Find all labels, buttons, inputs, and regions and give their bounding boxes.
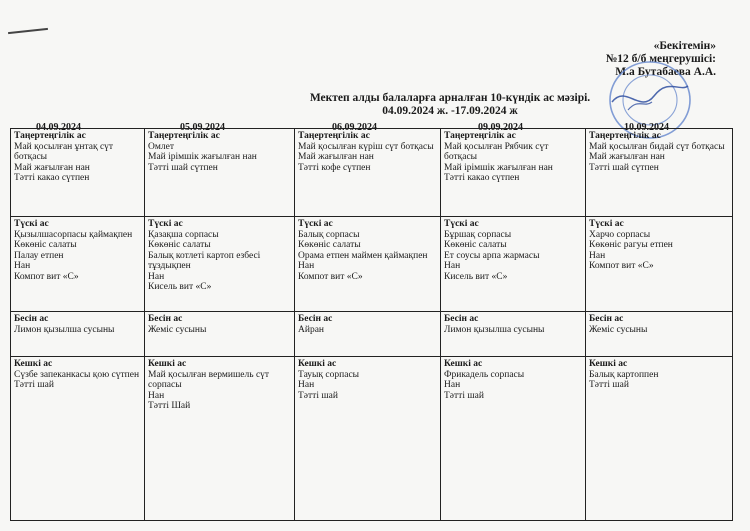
meal-title: Бесін ас: [148, 314, 183, 324]
dish-item: Нан: [14, 261, 31, 271]
dish-item: Тәтті какао сүтпен: [14, 173, 90, 183]
dish-item: Тәтті шай сүтпен: [148, 162, 218, 173]
dish-item: Тәтті шай: [14, 380, 54, 390]
title-line-1: Мектеп алды балаларға арналған 10-күндік ас мәзірі.: [309, 92, 591, 104]
scan-mark: [8, 28, 48, 34]
dish-item: Тәтті шай: [444, 390, 484, 401]
dish-item: Май қосылған ұнтақ сүт ботқасы: [14, 141, 114, 162]
meal-title: Таңертеңгілік ас: [148, 131, 220, 141]
menu-table: [10, 128, 733, 521]
dish-item: Кисель вит «С»: [444, 271, 508, 282]
dish-item: Май қосылған вермишель сүт сорпасы: [148, 369, 270, 390]
meal-title: Кешкі ас: [444, 359, 483, 369]
dish-item: Фрикадель сорпасы: [444, 369, 525, 380]
dish-item: Омлет: [148, 141, 174, 152]
meal-title: Бесін ас: [14, 314, 49, 324]
approval-line-3: М.а Бутабаева А.А.: [615, 66, 716, 78]
menu-cell: [586, 217, 733, 312]
dish-item: Нан: [444, 380, 461, 390]
meal-title: Түскі ас: [444, 219, 479, 229]
dish-item: Тәтті шай: [298, 390, 338, 401]
menu-cell: [441, 357, 586, 521]
dish-item: Көкөніс салаты: [148, 240, 211, 250]
dish-item: Май ірімшік жағылған нан: [148, 152, 257, 162]
menu-table-body: [11, 129, 733, 521]
dish-item: Лимон қызылша сусыны: [14, 324, 115, 335]
meal-title: Бесін ас: [589, 314, 624, 324]
document-title: [0, 92, 750, 118]
dish-item: Май қосылған бидай сүт ботқасы: [589, 141, 725, 152]
date-label: 05.09.2024: [180, 122, 225, 133]
meal-title: Таңертеңгілік ас: [589, 131, 661, 141]
meal-title: Таңертеңгілік ас: [298, 131, 370, 141]
menu-cell: [586, 312, 733, 357]
dish-item: Харчо сорпасы: [589, 229, 651, 240]
dish-item: Компот вит «С»: [589, 261, 654, 271]
menu-row-breakfast: [11, 129, 733, 217]
approval-line-1: «Бекітемін»: [653, 40, 716, 52]
dish-item: Көкөніс салаты: [14, 240, 77, 250]
meal-title: Кешкі ас: [589, 359, 628, 369]
menu-cell: [11, 312, 145, 357]
dish-item: Тауық сорпасы: [298, 369, 360, 380]
date-label: 10.09.2024: [624, 122, 669, 133]
dish-item: Компот вит «С»: [14, 271, 79, 282]
dish-item: Нан: [148, 390, 165, 401]
menu-cell: [295, 312, 441, 357]
dish-item: Тәтті шай: [589, 380, 629, 390]
meal-title: Түскі ас: [589, 219, 624, 229]
dish-item: Тәтті кофе сүтпен: [298, 162, 371, 173]
dish-item: Жеміс сусыны: [148, 324, 207, 335]
meal-title: Түскі ас: [14, 219, 49, 229]
menu-cell: [145, 217, 295, 312]
menu-cell: [586, 129, 733, 217]
meal-title: Бесін ас: [444, 314, 479, 324]
menu-cell: [441, 217, 586, 312]
dish-item: Балық сорпасы: [298, 229, 360, 240]
dish-item: Бұршақ сорпасы: [444, 229, 512, 240]
menu-cell: [295, 129, 441, 217]
dish-item: Нан: [589, 250, 606, 261]
dish-item: Қазақша сорпасы: [148, 229, 219, 240]
menu-cell: [586, 357, 733, 521]
dish-item: Лимон қызылша сусыны: [444, 324, 545, 335]
dish-item: Нан: [298, 380, 315, 390]
dish-item: Май қосылған күріш сүт ботқасы: [298, 141, 434, 152]
dish-item: Қызылшасорпасы қаймақпен: [14, 229, 133, 240]
menu-cell: [145, 312, 295, 357]
menu-cell: [295, 217, 441, 312]
dish-item: Ет соусы арпа жармасы: [444, 250, 540, 261]
menu-row-dinner: [11, 357, 733, 521]
dish-item: Нан: [298, 261, 315, 271]
menu-row-snack: [11, 312, 733, 357]
meal-title: Кешкі ас: [14, 359, 53, 369]
approval-line-2: №12 б/б меңгерушісі:: [605, 53, 716, 65]
menu-cell: [145, 357, 295, 521]
dish-item: Нан: [148, 271, 165, 282]
dish-item: Балық котлеті картоп езбесі тұздықпен: [148, 250, 261, 271]
dish-item: Май жағылған нан: [298, 152, 374, 162]
menu-row-lunch: [11, 217, 733, 312]
meal-title: Таңертеңгілік ас: [14, 131, 86, 141]
dish-item: Нан: [444, 261, 461, 271]
dish-item: Сүзбе запеканкасы қою сүтпен: [14, 369, 140, 380]
menu-cell: [295, 357, 441, 521]
dish-item: Тәтті шай сүтпен: [589, 162, 659, 173]
dish-item: Май қосылған Рябчик сүт ботқасы: [444, 141, 549, 162]
meal-title: Түскі ас: [298, 219, 333, 229]
menu-cell: [11, 129, 145, 217]
dish-item: Май жағылған нан: [14, 162, 90, 173]
date-label: 09.09.2024: [478, 122, 523, 133]
dish-item: Жеміс сусыны: [589, 324, 648, 335]
menu-cell: [441, 129, 586, 217]
menu-cell: [145, 129, 295, 217]
menu-cell: [441, 312, 586, 357]
dish-item: Көкөніс салаты: [444, 240, 507, 250]
date-label: 06.09.2024: [332, 122, 377, 133]
dish-item: Балық картоппен: [589, 369, 659, 380]
menu-cell: [11, 357, 145, 521]
meal-title: Таңертеңгілік ас: [444, 131, 516, 141]
dish-item: Палау етпен: [14, 250, 64, 261]
dish-item: Кисель вит «С»: [148, 282, 212, 292]
dish-item: Компот вит «С»: [298, 271, 363, 282]
dish-item: Көкөніс рагуы етпен: [589, 240, 673, 250]
dish-item: Май жағылған нан: [589, 152, 665, 162]
meal-title: Кешкі ас: [148, 359, 187, 369]
title-line-2: 04.09.2024 ж. -17.09.2024 ж: [382, 105, 518, 117]
dish-item: Орама етпен маймен қаймақпен: [298, 250, 428, 261]
meal-title: Кешкі ас: [298, 359, 337, 369]
dish-item: Көкөніс салаты: [298, 240, 361, 250]
meal-title: Бесін ас: [298, 314, 333, 324]
dish-item: Айран: [298, 324, 324, 335]
dish-item: Тәтті Шай: [148, 401, 191, 411]
meal-title: Түскі ас: [148, 219, 183, 229]
dish-item: Май ірімшік жағылған нан: [444, 162, 553, 173]
date-label: 04.09.2024: [36, 122, 81, 133]
menu-cell: [11, 217, 145, 312]
dish-item: Тәтті какао сүтпен: [444, 173, 520, 183]
